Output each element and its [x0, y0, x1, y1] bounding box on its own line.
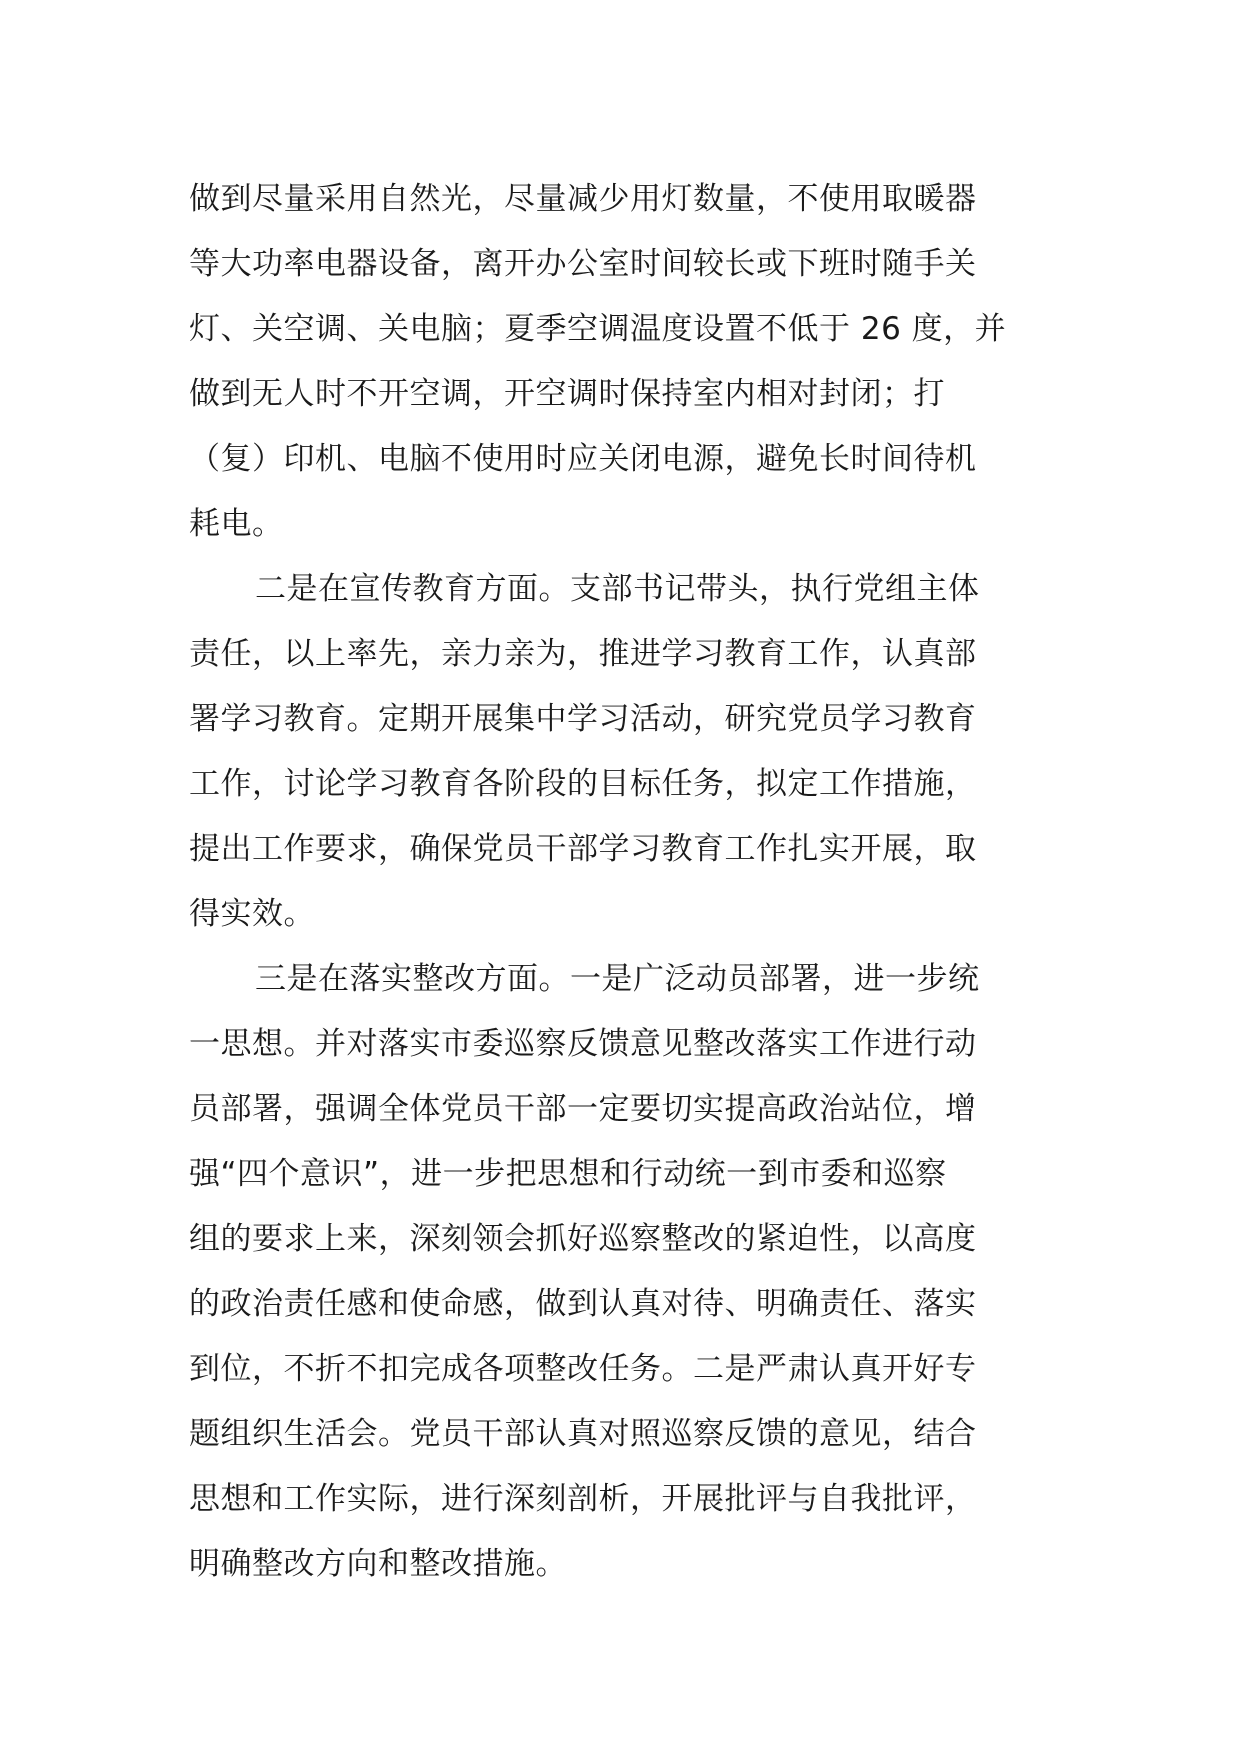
text-line: 等大功率电器设备，离开办公室时间较长或下班时随手关 [189, 246, 977, 282]
text-line: 的政治责任感和使命感，做到认真对待、明确责任、落实 [189, 1286, 977, 1322]
text-line: 责任，以上率先，亲力亲为，推进学习教育工作，认真部 [189, 636, 977, 672]
text-line: 做到无人时不开空调，开空调时保持室内相对封闭；打 [189, 376, 945, 412]
paragraph-first-line: 三是在落实整改方面。一是广泛动员部署，进一步统 [255, 961, 980, 997]
text-line: 做到尽量采用自然光，尽量减少用灯数量，不使用取暖器 [189, 181, 977, 217]
text-line: 到位，不折不扣完成各项整改任务。二是严肃认真开好专 [189, 1351, 977, 1387]
text-line: 思想和工作实际，进行深刻剖析，开展批评与自我批评， [189, 1481, 977, 1517]
text-line: 耗电。 [189, 506, 284, 542]
text-line: 署学习教育。定期开展集中学习活动，研究党员学习教育 [189, 701, 977, 737]
text-line: 灯、关空调、关电脑；夏季空调温度设置不低于 26 度，并 [189, 311, 1007, 347]
document-body [189, 167, 1057, 1597]
text-line: 题组织生活会。党员干部认真对照巡察反馈的意见，结合 [189, 1416, 977, 1452]
text-line: 一思想。并对落实市委巡察反馈意见整改落实工作进行动 [189, 1026, 977, 1062]
text-line: 提出工作要求，确保党员干部学习教育工作扎实开展，取 [189, 831, 977, 867]
text-line: 员部署，强调全体党员干部一定要切实提高政治站位，增 [189, 1091, 977, 1127]
text-line: 得实效。 [189, 896, 315, 932]
text-line: 强“四个意识”，进一步把思想和行动统一到市委和巡察 [189, 1156, 947, 1192]
text-line: 明确整改方向和整改措施。 [189, 1546, 567, 1582]
text-line: 组的要求上来，深刻领会抓好巡察整改的紧迫性，以高度 [189, 1221, 977, 1257]
text-line: 工作，讨论学习教育各阶段的目标任务，拟定工作措施， [189, 766, 977, 802]
paragraph-first-line: 二是在宣传教育方面。支部书记带头，执行党组主体 [255, 571, 980, 607]
text-line: （复）印机、电脑不使用时应关闭电源，避免长时间待机 [189, 441, 977, 477]
